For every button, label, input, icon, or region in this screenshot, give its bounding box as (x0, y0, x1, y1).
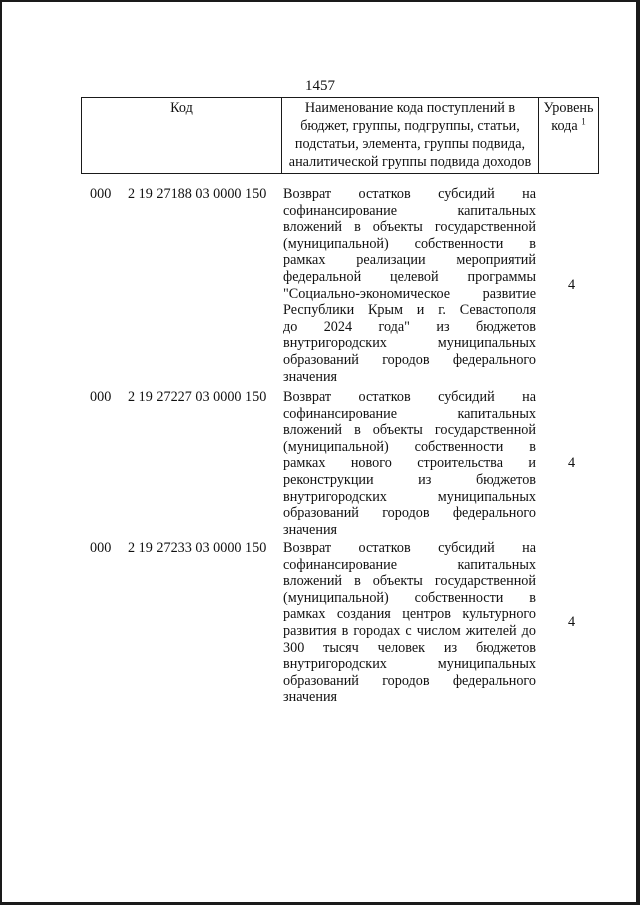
description-line: софинансирование капитальных (283, 405, 536, 422)
description-line: значения (283, 368, 338, 385)
admin-code: 000 (90, 186, 112, 202)
description-line: образований городов федерального (283, 672, 536, 689)
description-line: Республики Крым и г. Севастополя (283, 302, 536, 319)
code-level: 4 (568, 277, 576, 293)
description-line: рамках нового строительства и (283, 455, 536, 472)
description-line: софинансирование капитальных (283, 202, 536, 219)
scan-border-right (636, 0, 640, 905)
description-line: федеральной целевой программы (283, 268, 536, 285)
revenue-description (283, 540, 536, 706)
description-line: значения (283, 689, 338, 706)
description-line: "Социально-экономическое развитие (283, 285, 536, 302)
page-number: 1457 (305, 78, 335, 94)
description-line: Возврат остатков субсидий на (283, 540, 536, 556)
description-line: Возврат остатков субсидий на (283, 186, 536, 202)
revenue-description (283, 186, 536, 385)
header-name-line: аналитической группы подвида доходов (288, 154, 532, 170)
description-line: рамках реализации мероприятий (283, 252, 536, 269)
revenue-description (283, 389, 536, 538)
scan-border-top (0, 0, 640, 2)
header-level-line1: Уровень (543, 100, 594, 116)
header-level-line2: кода $^1$ (551, 116, 586, 134)
code-level: 4 (568, 614, 576, 630)
description-line: рамках создания центров культурного (283, 606, 536, 623)
header-name-line: бюджет, группы, подгруппы, статьи, (300, 118, 520, 134)
header-code: Код (82, 98, 282, 174)
table-header (81, 97, 599, 174)
description-line: внутригородских муниципальных (283, 335, 536, 352)
revenue-code: 2 19 27233 03 0000 150 (128, 540, 267, 556)
admin-code: 000 (90, 540, 112, 556)
description-line: (муниципальной) собственности в (283, 438, 536, 455)
description-line: вложений в объекты государственной (283, 573, 536, 590)
header-name (282, 98, 539, 174)
description-line: образований городов федерального (283, 505, 536, 522)
description-line: вложений в объекты государственной (283, 219, 536, 236)
description-line: Возврат остатков субсидий на (283, 389, 536, 405)
description-line: развития в городах с числом жителей до (283, 622, 536, 639)
description-line: значения (283, 521, 338, 538)
description-line: софинансирование капитальных (283, 556, 536, 573)
code-level: 4 (568, 455, 576, 471)
description-line: внутригородских муниципальных (283, 488, 536, 505)
revenue-code: 2 19 27227 03 0000 150 (128, 389, 267, 405)
revenue-code: 2 19 27188 03 0000 150 (128, 186, 267, 202)
header-level (539, 98, 599, 174)
header-name-line: Наименование кода поступлений в (304, 100, 516, 116)
description-line: вложений в объекты государственной (283, 422, 536, 439)
description-line: (муниципальной) собственности в (283, 589, 536, 606)
header-name-line: подстатьи, элемента, группы подвида, (294, 136, 526, 152)
scan-border-left (0, 0, 2, 905)
admin-code: 000 (90, 389, 112, 405)
description-line: до 2024 года" из бюджетов (283, 318, 536, 335)
description-line: 300 тысяч человек из бюджетов (283, 639, 536, 656)
description-line: образований городов федерального (283, 351, 536, 368)
description-line: реконструкции из бюджетов (283, 471, 536, 488)
description-line: внутригородских муниципальных (283, 656, 536, 673)
description-line: (муниципальной) собственности в (283, 235, 536, 252)
footnote-marker: 1 (581, 116, 586, 127)
